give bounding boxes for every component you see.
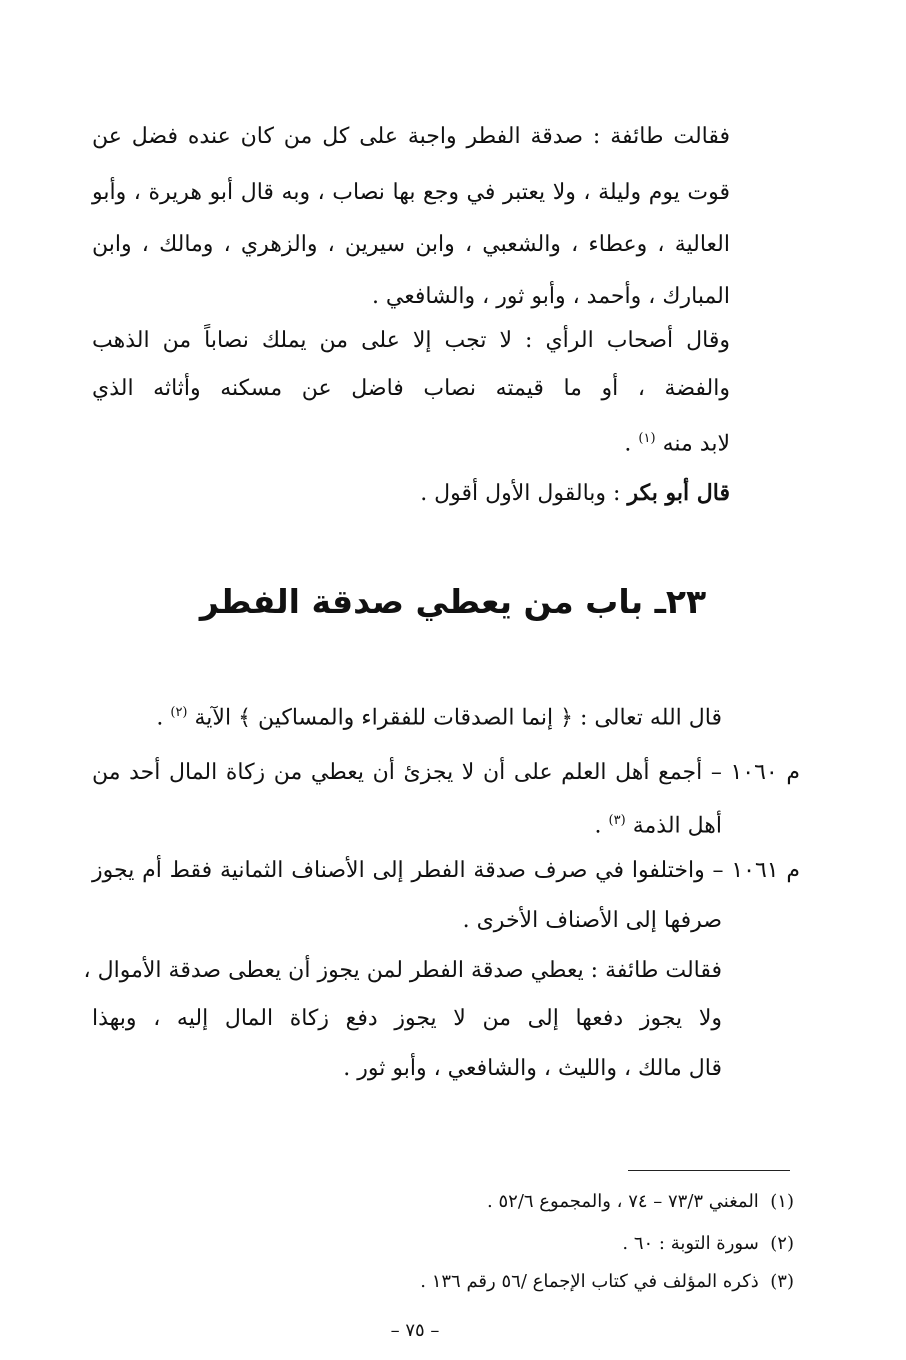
text-line: فقالت طائفة : صدقة الفطر واجبة على كل من كان عنده فضل عن [92,124,730,149]
text-line: وقال أصحاب الرأي : لا تجب إلا على من يملك نصاباً من الذهب [92,328,730,353]
text-line [595,806,722,838]
footnote [622,1232,794,1256]
text-line: المبارك ، وأحمد ، وأبو ثور ، والشافعي . [371,284,730,309]
text-line [156,698,722,730]
footnote-number: (٢) [770,1233,794,1254]
footnote-ref: (٣) [608,813,626,828]
text-span: أهل الذمة [632,813,722,839]
text-span: . [156,705,164,731]
footnote-text: ذكره المؤلف في كتاب الإجماع /٥٦ رقم ١٣٦ . [420,1271,759,1292]
footnote-text: سورة التوبة : ٦٠ . [622,1233,759,1254]
footnote-ref: (١) [638,431,656,446]
text-line: صرفها إلى الأصناف الأخرى . [462,908,722,933]
text-line: م ١٠٦٠ – أجمع أهل العلم على أن لا يجزئ أن يعطي من زكاة المال أحد من [92,760,800,785]
footnote-ref: (٢) [170,705,188,720]
text-line: قال مالك ، والليث ، والشافعي ، وأبو ثور . [343,1056,722,1081]
text-line: م ١٠٦١ – واختلفوا في صرف صدقة الفطر إلى الأصناف الثمانية فقط أم يجوز [92,858,801,883]
chapter-heading: ٢٣ـ باب من يعطي صدقة الفطر [199,582,707,621]
text-line: العالية ، وعطاء ، والشعبي ، وابن سيرين ، والزهري ، ومالك ، وابن [92,232,730,257]
text-line [624,424,730,456]
footnote-text: المغني ٧٣/٣ – ٧٤ ، والمجموع ٥٢/٦ . [487,1191,759,1212]
footnote-divider [628,1170,790,1171]
text-span: . [624,431,632,457]
text-line: والفضة ، أو ما قيمته نصاب فاضل عن مسكنه وأثاثه الذي [92,376,730,401]
text-span: . [594,813,602,839]
text-line [420,478,730,510]
text-line: فقالت طائفة : يعطي صدقة الفطر لمن يجوز أن يعطى صدقة الأموال ، [83,958,722,983]
text-span: قال الله تعالى : ﴿ إنما الصدقات للفقراء والمساكين ﴾ الآية [194,705,722,731]
footnote-number: (١) [770,1191,794,1212]
footnote [487,1190,794,1214]
footnote-number: (٣) [770,1271,794,1292]
speaker-label: قال أبو بكر [627,480,730,506]
footnote [420,1270,794,1294]
text-line: قوت يوم وليلة ، ولا يعتبر في وجع بها نصاب ، وبه قال أبو هريرة ، وأبو [92,180,730,205]
text-span: لابد منه [662,431,730,457]
text-span: : وبالقول الأول أقول . [420,481,621,506]
text-line: ولا يجوز دفعها إلى من لا يجوز دفع زكاة المال إليه ، وبهذا [92,1006,722,1031]
page-number: – ٧٥ – [390,1320,440,1341]
